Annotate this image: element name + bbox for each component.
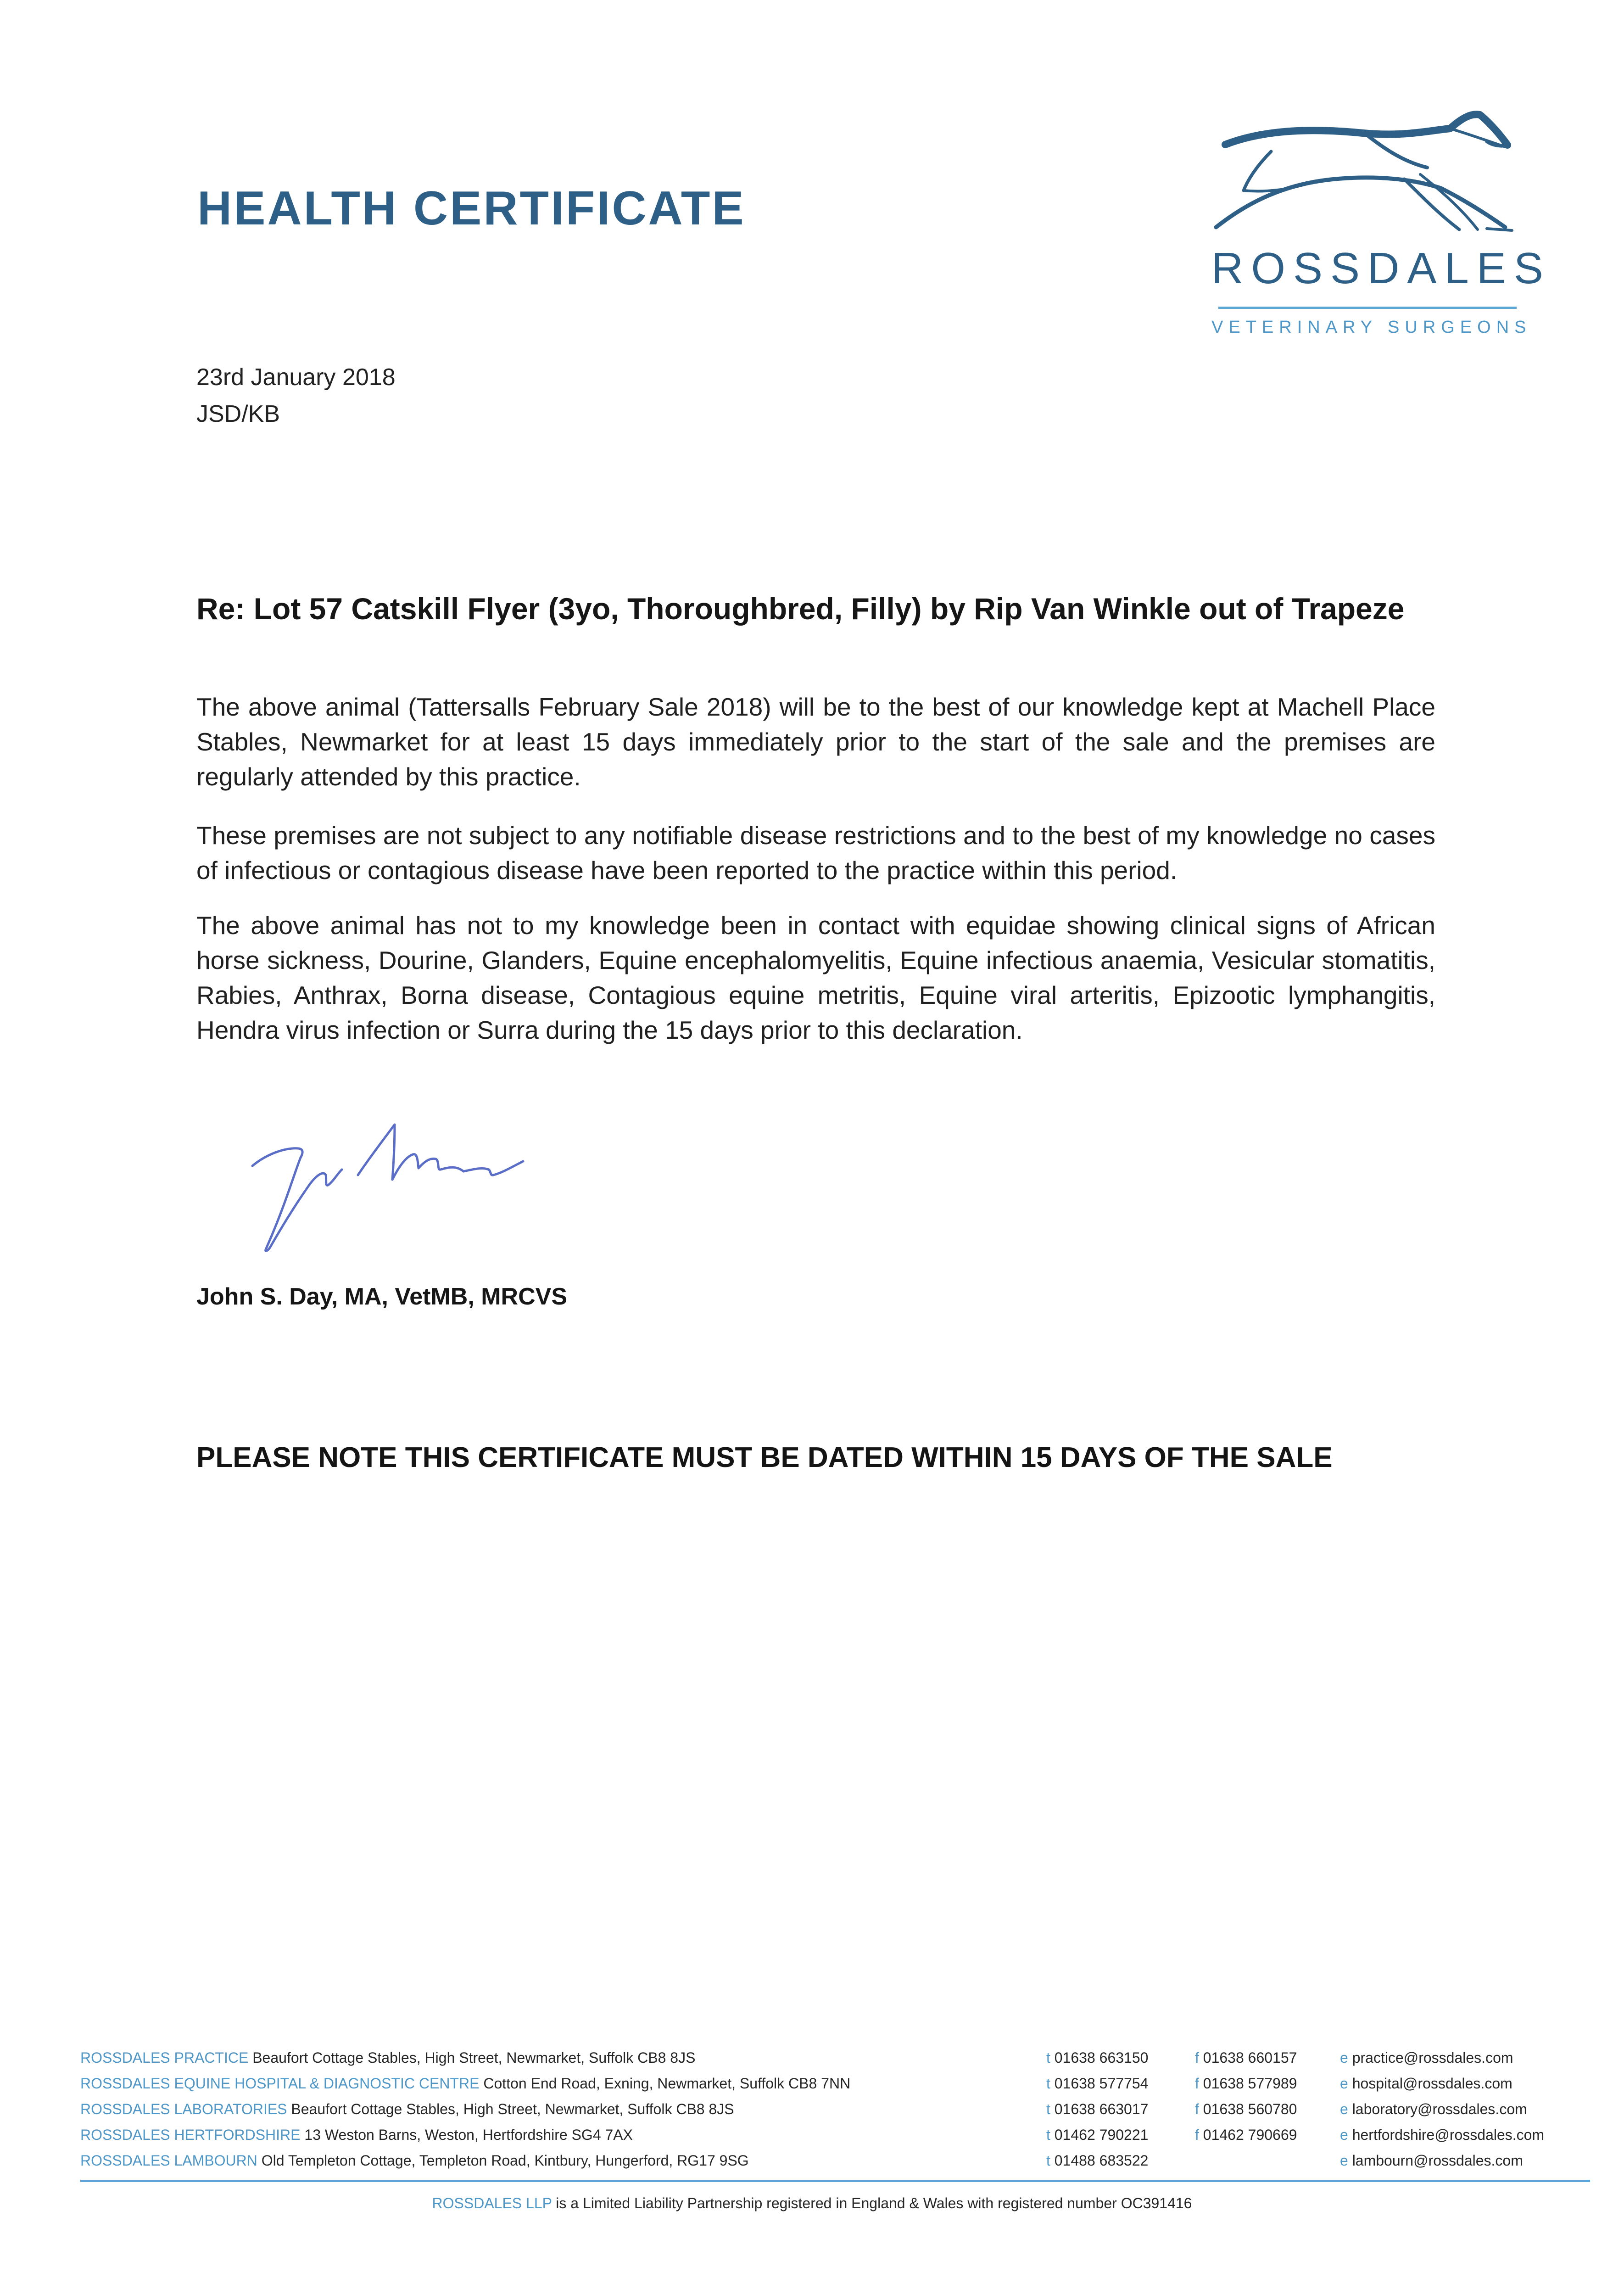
phone-prefix: t bbox=[1046, 2127, 1050, 2143]
location-address: Beaufort Cottage Stables, High Street, Newmarket, Suffolk CB8 8JS bbox=[252, 2049, 696, 2066]
fax-number: 01638 560780 bbox=[1203, 2101, 1297, 2117]
logo-subtitle: VETERINARY SURGEONS bbox=[1211, 318, 1532, 337]
phone-prefix: t bbox=[1046, 2101, 1050, 2117]
footer-divider bbox=[80, 2180, 1590, 2182]
phone-prefix: t bbox=[1046, 2075, 1050, 2092]
page-title: HEALTH CERTIFICATE bbox=[197, 182, 746, 235]
logo-divider bbox=[1218, 307, 1517, 309]
email-address[interactable]: hertfordshire@rossdales.com bbox=[1352, 2127, 1545, 2143]
footer-location-row bbox=[80, 2045, 850, 2071]
email-prefix: e bbox=[1340, 2049, 1348, 2066]
rossdales-logo bbox=[1211, 110, 1551, 349]
email-prefix: e bbox=[1340, 2075, 1348, 2092]
footer-locations bbox=[80, 2045, 850, 2173]
location-name: ROSSDALES HERTFORDSHIRE bbox=[80, 2127, 301, 2143]
logo-name: ROSSDALES bbox=[1211, 244, 1551, 293]
phone-number: 01488 683522 bbox=[1054, 2152, 1149, 2169]
location-address: Beaufort Cottage Stables, High Street, Newmarket, Suffolk CB8 8JS bbox=[291, 2101, 734, 2117]
location-address: Cotton End Road, Exning, Newmarket, Suffolk CB8 7NN bbox=[483, 2075, 851, 2092]
handwritten-signature bbox=[248, 1115, 629, 1267]
location-name: ROSSDALES PRACTICE bbox=[80, 2049, 249, 2066]
phone-number: 01638 663150 bbox=[1054, 2049, 1149, 2066]
footer-location-row bbox=[80, 2096, 850, 2122]
location-address: Old Templeton Cottage, Templeton Road, Kintbury, Hungerford, RG17 9SG bbox=[261, 2152, 749, 2169]
letter-reference: JSD/KB bbox=[196, 401, 280, 427]
email-prefix: e bbox=[1340, 2152, 1348, 2169]
galloping-horse-logo-icon bbox=[1211, 110, 1524, 239]
location-address: 13 Weston Barns, Weston, Hertfordshire SG4 7AX bbox=[304, 2127, 633, 2143]
legal-statement bbox=[0, 2195, 1624, 2212]
footer-location-row bbox=[80, 2122, 850, 2148]
email-prefix: e bbox=[1340, 2127, 1348, 2143]
footer-location-row bbox=[80, 2071, 850, 2096]
date-reference-block bbox=[196, 359, 396, 432]
fax-prefix: f bbox=[1195, 2101, 1199, 2117]
paragraph-contact-declaration: The above animal has not to my knowledge been in contact with equidae showing clinical signs of African horse sickness, Dourine, Glanders, Equine encephalomyelitis, Equine infectious anaemia, Vesicular stomatitis, Rabies, Anthrax, Borna disease, Contagious equine metritis, Equine viral arteritis, Epizootic lymphangitis, Hendra virus infection or Surra during the 15 days prior to this declaration. bbox=[196, 911, 1435, 1044]
email-address[interactable]: hospital@rossdales.com bbox=[1352, 2075, 1512, 2092]
phone-number: 01638 577754 bbox=[1054, 2075, 1149, 2092]
phone-prefix: t bbox=[1046, 2152, 1050, 2169]
email-address[interactable]: practice@rossdales.com bbox=[1352, 2049, 1513, 2066]
signatory-name: John S. Day, MA, VetMB, MRCVS bbox=[196, 1283, 568, 1310]
dating-notice: PLEASE NOTE THIS CERTIFICATE MUST BE DATED WITHIN 15 DAYS OF THE SALE bbox=[196, 1442, 1333, 1473]
email-address[interactable]: laboratory@rossdales.com bbox=[1352, 2101, 1527, 2117]
legal-entity-name: ROSSDALES LLP bbox=[432, 2195, 552, 2211]
footer-telephone-column bbox=[1046, 2045, 1148, 2173]
fax-prefix: f bbox=[1195, 2075, 1199, 2092]
phone-prefix: t bbox=[1046, 2049, 1050, 2066]
location-name: ROSSDALES LAMBOURN bbox=[80, 2152, 257, 2169]
phone-number: 01638 663017 bbox=[1054, 2101, 1149, 2117]
email-address[interactable]: lambourn@rossdales.com bbox=[1352, 2152, 1523, 2169]
paragraph-sale-premises: The above animal (Tattersalls February Sale 2018) will be to the best of our knowledge kept at Machell Place Stables, Newmarket for at least 15 days immediately prior to the start of the sale and the premises are regularly attended by this practice. bbox=[196, 693, 1435, 791]
fax-number: 01638 660157 bbox=[1203, 2049, 1297, 2066]
phone-number: 01462 790221 bbox=[1054, 2127, 1149, 2143]
footer-email-column bbox=[1340, 2045, 1544, 2173]
fax-prefix: f bbox=[1195, 2127, 1199, 2143]
footer-location-row bbox=[80, 2148, 850, 2173]
footer-fax-column bbox=[1195, 2045, 1297, 2173]
paragraph-disease-restrictions: These premises are not subject to any notifiable disease restrictions and to the best of my knowledge no cases of infectious or contagious disease have been reported to the practice within this period. bbox=[196, 821, 1435, 884]
fax-prefix: f bbox=[1195, 2049, 1199, 2066]
legal-entity-text: is a Limited Liability Partnership registered in England & Wales with registered number OC391416 bbox=[552, 2195, 1192, 2211]
letter-date: 23rd January 2018 bbox=[196, 364, 396, 391]
subject-line: Re: Lot 57 Catskill Flyer (3yo, Thoroughbred, Filly) by Rip Van Winkle out of Trapeze bbox=[196, 592, 1405, 626]
fax-number: 01462 790669 bbox=[1203, 2127, 1297, 2143]
email-prefix: e bbox=[1340, 2101, 1348, 2117]
location-name: ROSSDALES LABORATORIES bbox=[80, 2101, 287, 2117]
fax-number: 01638 577989 bbox=[1203, 2075, 1297, 2092]
location-name: ROSSDALES EQUINE HOSPITAL & DIAGNOSTIC CENTRE bbox=[80, 2075, 480, 2092]
